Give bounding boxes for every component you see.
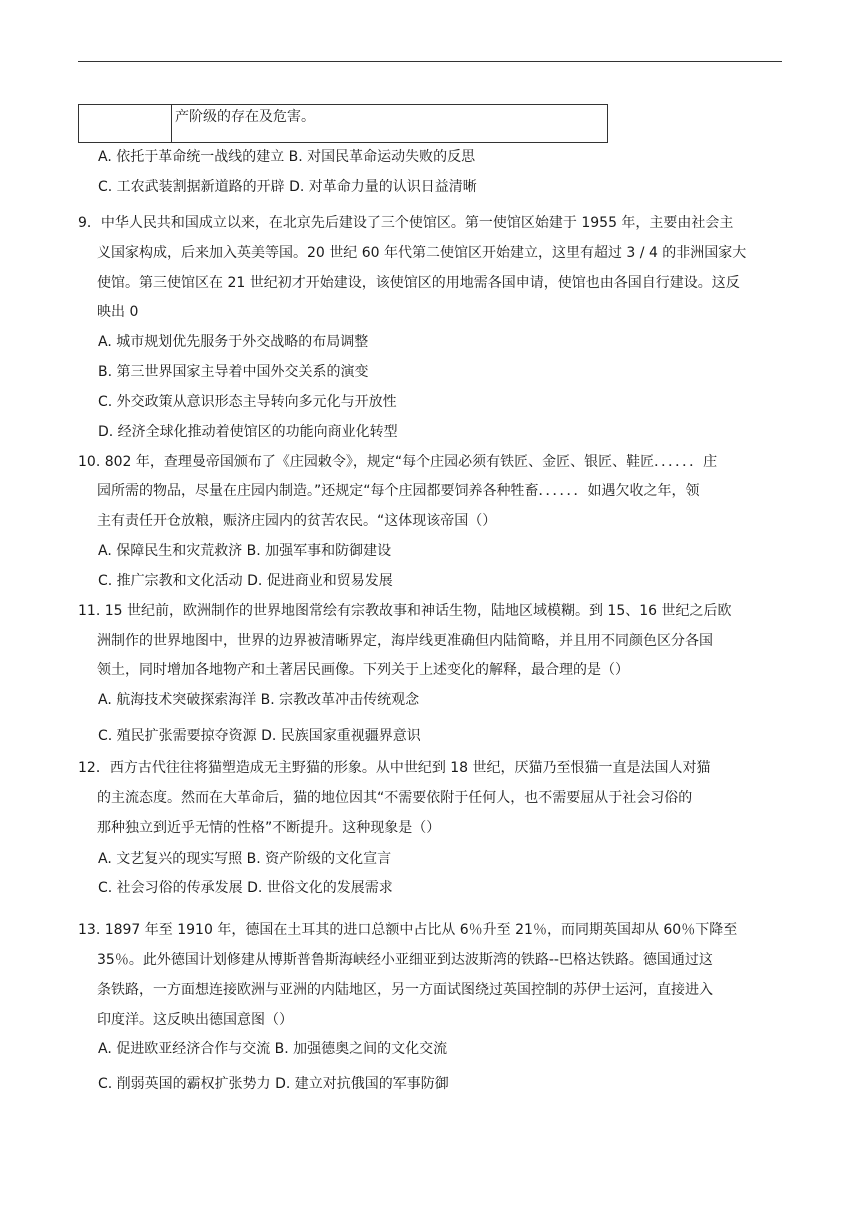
q10-option-ab: A. 保障民生和灾荒救济 B. 加强军事和防御建设	[98, 543, 392, 559]
q12-stem-line: 的主流态度。然而在大革命后，猫的地位因其“不需要依附于任何人，也不需要屈从于社会习俗的	[97, 790, 693, 806]
q12-stem-line: 那种独立到近乎无情的性格”不断提升。这种现象是（）	[97, 820, 441, 836]
q9-option-b: B. 第三世界国家主导着中国外交关系的演变	[98, 364, 369, 380]
q10-stem-line: 主有责任开仓放粮，赈济庄园内的贫苦农民。“这体现该帝国（）	[97, 513, 497, 529]
q8-option-ab: A. 依托于革命统一战线的建立 B. 对国民革命运动失败的反思	[98, 149, 476, 165]
q13-option-cd: C. 削弱英国的霸权扩张势力 D. 建立对抗俄国的军事防御	[98, 1076, 449, 1092]
q9-stem-line: 义国家构成，后来加入英美等国。20 世纪 60 年代第二使馆区开始建立，这里有超过 3 / 4 的非洲国家大	[97, 245, 747, 261]
q12-option-cd: C. 社会习俗的传承发展 D. 世俗文化的发展需求	[98, 880, 393, 896]
q10-option-cd: C. 推广宗教和文化活动 D. 促进商业和贸易发展	[98, 573, 393, 589]
q9-stem-line: 映出 0	[97, 304, 139, 320]
q11-stem-line: 11. 15 世纪前，欧洲制作的世界地图常绘有宗教故事和神话生物，陆地区域模糊。到 15、16 世纪之后欧	[78, 603, 732, 619]
table-cell-text: 产阶级的存在及危害。	[175, 109, 315, 125]
table-column-divider	[171, 105, 172, 142]
q11-stem-line: 洲制作的世界地图中，世界的边界被清晰界定，海岸线更准确但内陆简略，并且用不同颜色区分各国	[97, 633, 713, 649]
q11-option-cd: C. 殖民扩张需要掠夺资源 D. 民族国家重视疆界意识	[98, 728, 421, 744]
q12-stem-line: 12．西方古代往往将猫塑造成无主野猫的形象。从中世纪到 18 世纪，厌猫乃至恨猫一直是法国人对猫	[78, 760, 711, 776]
q13-stem-line: 印度洋。这反映出德国意图（）	[97, 1012, 293, 1028]
q10-stem-line: 园所需的物品，尽量在庄园内制造。”还规定“每个庄园都要饲养各种牲畜．．．．．．如遇欠收之年，领	[97, 483, 700, 499]
fragment-table	[78, 104, 608, 143]
q9-stem-line: 使馆。第三使馆区在 21 世纪初才开始建设，该使馆区的用地需各国申请，使馆也由各国自行建设。这反	[97, 275, 740, 291]
q12-option-ab: A. 文艺复兴的现实写照 B. 资产阶级的文化宣言	[98, 851, 392, 867]
q9-option-c: C. 外交政策从意识形态主导转向多元化与开放性	[98, 394, 397, 410]
header-rule	[78, 61, 782, 62]
q10-stem-line: 10. 802 年，查理曼帝国颁布了《庄园敕令》，规定“每个庄园必须有铁匠、金匠、银匠、鞋匠．．．．．．庄	[78, 454, 718, 470]
q13-stem-line: 条铁路，一方面想连接欧洲与亚洲的内陆地区，另一方面试图绕过英国控制的苏伊士运河，直接进入	[97, 982, 713, 998]
q11-stem-line: 领土，同时增加各地物产和土著居民画像。下列关于上述变化的解释，最合理的是（）	[97, 662, 629, 678]
q13-option-ab: A. 促进欧亚经济合作与交流 B. 加强德奥之间的文化交流	[98, 1041, 448, 1057]
q8-option-cd: C. 工农武装割据新道路的开辟 D. 对革命力量的认识日益清晰	[98, 179, 477, 195]
q9-option-d: D. 经济全球化推动着使馆区的功能向商业化转型	[98, 424, 398, 440]
q13-stem-line: 35％。此外德国计划修建从博斯普鲁斯海峡经小亚细亚到达波斯湾的铁路--巴格达铁路。德国通过这	[97, 952, 713, 968]
q13-stem-line: 13. 1897 年至 1910 年，德国在土耳其的进口总额中占比从 6％升至 21％，而同期英国却从 60％下降至	[78, 922, 738, 938]
q11-option-ab: A. 航海技术突破探索海洋 B. 宗教改革冲击传统观念	[98, 692, 420, 708]
q9-stem-line: 9．中华人民共和国成立以来，在北京先后建设了三个使馆区。第一使馆区始建于 1955 年，主要由社会主	[78, 215, 734, 231]
q9-option-a: A. 城市规划优先服务于外交战略的布局调整	[98, 334, 369, 350]
